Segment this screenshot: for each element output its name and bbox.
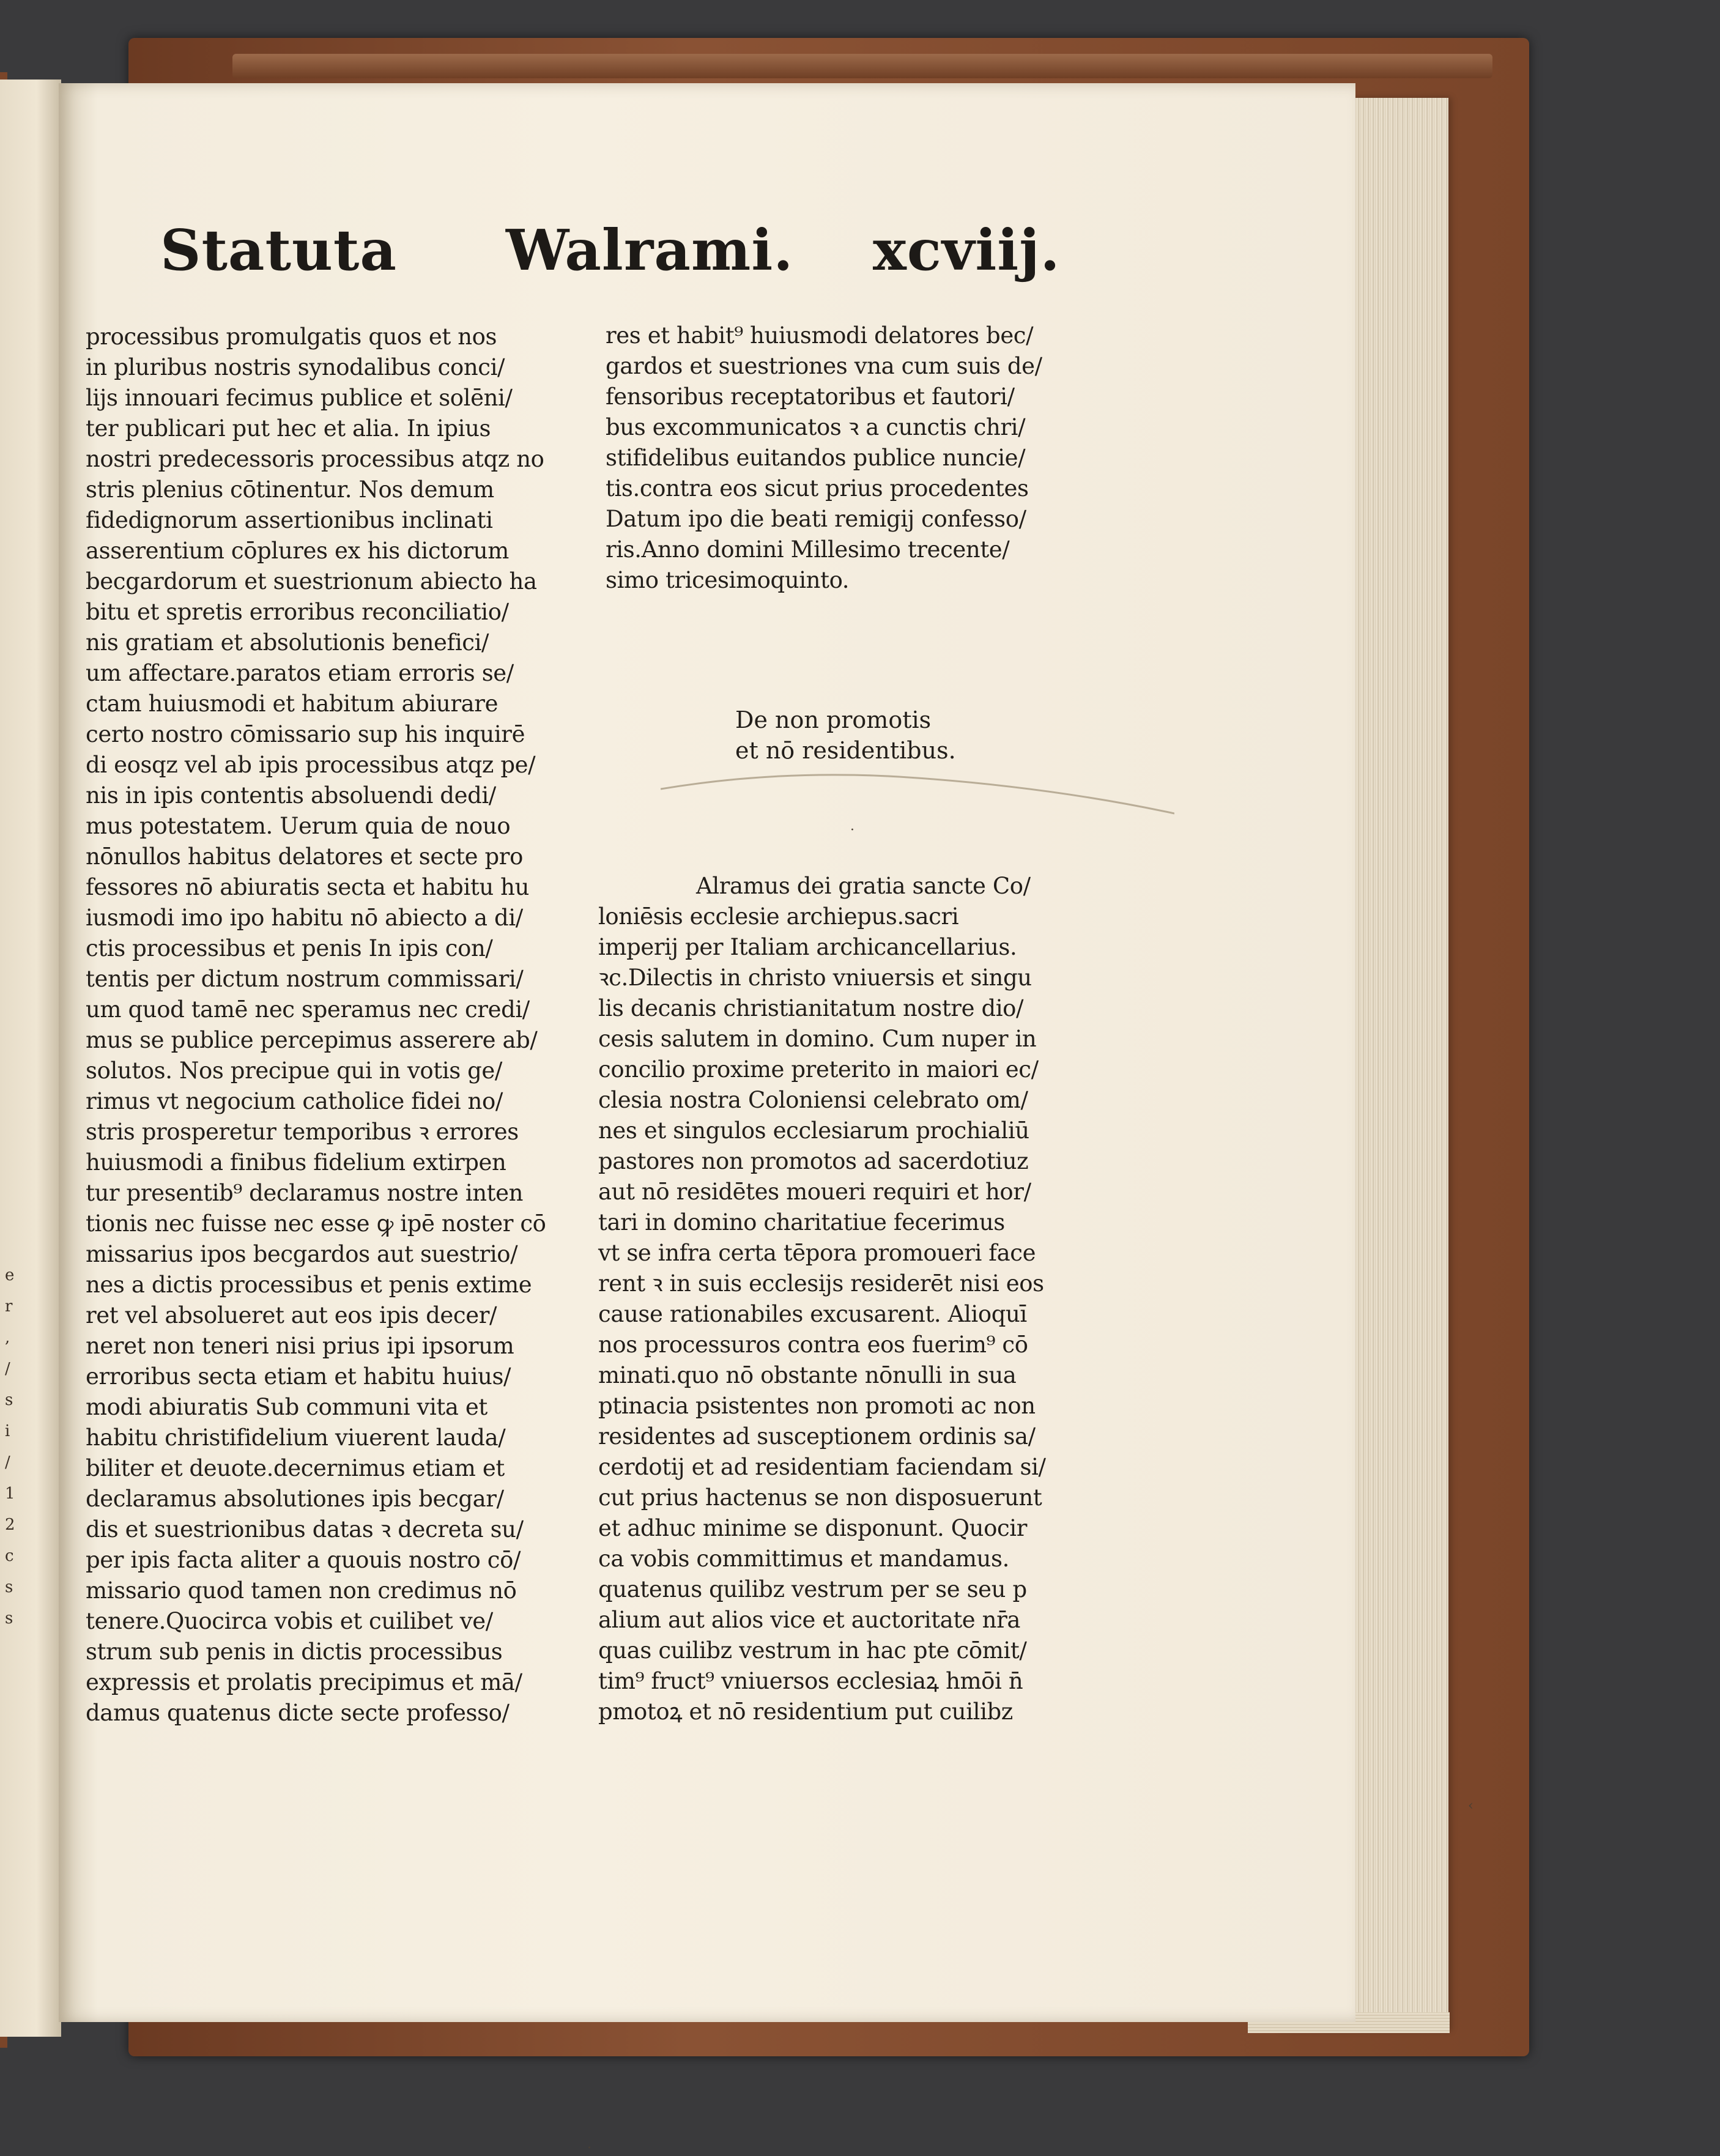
right-text-column-top [606, 320, 1095, 596]
ink-speck: ‹ [1468, 1798, 1473, 1813]
text-line: ris.Anno domini Millesimo trecente/ [606, 536, 1010, 563]
text-line: quas cuilibz vestrum in hac pte cōmit/ [598, 1637, 1027, 1664]
text-line: concilio proxime preterito in maiori ec/ [598, 1056, 1039, 1083]
text-line: erroribus secta etiam et habitu huius/ [86, 1363, 511, 1390]
text-line: gardos et suestriones vna cum suis de/ [606, 353, 1042, 379]
text-line: ctam huiusmodi et habitum abiurare [86, 691, 499, 717]
text-line: fessores nō abiuratis secta et habitu hu [86, 874, 529, 900]
text-line: mus se publice percepimus asserere ab/ [86, 1027, 538, 1053]
text-line: nes et singulos ecclesiarum prochialiū [598, 1117, 1029, 1144]
text-line: missario quod tamen non credimus nō [86, 1577, 517, 1604]
text-line: et adhuc minime se disponunt. Quocir [598, 1515, 1028, 1541]
binding-top-edge [232, 54, 1492, 78]
margin-fragment: i [5, 1422, 10, 1440]
text-line: cerdotij et ad residentiam faciendam si/ [598, 1454, 1046, 1480]
text-line: pastores non promotos ad sacerdotiuz [598, 1148, 1029, 1174]
text-line: residentes ad susceptionem ordinis sa/ [598, 1423, 1036, 1450]
text-line: mus potestatem. Uerum quia de nouo [86, 813, 511, 839]
text-line: ca vobis committimus et mandamus. [598, 1546, 1009, 1572]
text-line: lis decanis christianitatum nostre dio/ [598, 995, 1024, 1021]
text-line: neret non teneri nisi prius ipi ipsorum [86, 1333, 514, 1359]
text-line: becgardorum et suestrionum abiecto ha [86, 568, 537, 595]
text-line: expressis et prolatis precipimus et mā/ [86, 1669, 522, 1695]
header-title-center: Walrami. [506, 217, 794, 283]
text-line: fensoribus receptatoribus et fautori/ [606, 383, 1015, 410]
text-line: stifidelibus euitandos publice nuncie/ [606, 445, 1026, 471]
margin-fragment: c [5, 1547, 14, 1565]
text-line: quatenus quilibz vestrum per se seu p [598, 1576, 1027, 1602]
text-line: tenere.Quocirca vobis et cuilibet ve/ [86, 1608, 493, 1634]
header-title-left: Statuta [160, 217, 398, 283]
text-line: ret vel absolueret aut eos ipis decer/ [86, 1302, 497, 1328]
text-line: damus quatenus dicte secte professo/ [86, 1700, 510, 1726]
margin-fragment: 1 [5, 1484, 15, 1503]
margin-fragment: s [5, 1391, 13, 1409]
text-line: tim⁹ fruct⁹ vniuersos ecclesiaꝝ hmōi n̄ [598, 1668, 1023, 1694]
margin-fragment: s [5, 1609, 13, 1628]
text-line: loniēsis ecclesie archiepus.sacri [598, 903, 959, 930]
margin-fragment: , [5, 1328, 10, 1347]
left-page-edge [0, 80, 61, 2037]
margin-fragment: / [5, 1453, 10, 1472]
text-line: cesis salutem in domino. Cum nuper in [598, 1026, 1037, 1052]
text-line: processibus promulgatis quos et nos [86, 324, 497, 350]
text-line: res et habit⁹ huiusmodi delatores bec/ [606, 322, 1034, 349]
text-line: um affectare.paratos etiam erroris se/ [86, 660, 514, 686]
text-line: strum sub penis in dictis processibus [86, 1639, 503, 1665]
text-line: minati.quo nō obstante nōnulli in sua [598, 1362, 1017, 1388]
text-line: rent ꝛ in suis ecclesijs residerēt nisi eos [598, 1270, 1044, 1297]
text-line: imperij per Italiam archicancellarius. [598, 934, 1017, 960]
text-line: simo tricesimoquinto. [606, 567, 850, 593]
text-line: aut nō residētes moueri requiri et hor/ [598, 1179, 1031, 1205]
text-line: Alramus dei gratia sancte Co/ [696, 873, 1031, 899]
left-page-margin-fragments [5, 1260, 17, 1634]
folio-number: xcviij. [873, 217, 1061, 283]
text-line: in pluribus nostris synodalibus conci/ [86, 354, 505, 380]
text-line: certo nostro cōmissario sup his inquirē [86, 721, 525, 747]
text-line: nos processuros contra eos fuerim⁹ cō [598, 1332, 1028, 1358]
text-line: rimus vt negocium catholice fidei no/ [86, 1088, 503, 1114]
section-heading [735, 705, 1041, 766]
left-text-column [86, 322, 550, 1728]
text-line: et nō residentibus. [735, 737, 956, 764]
text-line: nes a dictis processibus et penis extime [86, 1272, 532, 1298]
text-line: iusmodi imo ipo habitu nō abiecto a di/ [86, 905, 523, 931]
running-header [160, 217, 1078, 297]
text-line: um quod tamē nec speramus nec credi/ [86, 996, 530, 1023]
text-line: bitu et spretis erroribus reconciliatio/ [86, 599, 509, 625]
text-line: tentis per dictum nostrum commissari/ [86, 966, 524, 992]
margin-fragment: s [5, 1578, 13, 1596]
text-line: fidedignorum assertionibus inclinati [86, 507, 493, 533]
text-line: huiusmodi a finibus fidelium extirpen [86, 1149, 506, 1176]
text-line: stris plenius cōtinentur. Nos demum [86, 476, 494, 503]
margin-fragment: 2 [5, 1516, 15, 1534]
text-line: cut prius hactenus se non disposuerunt [598, 1484, 1042, 1511]
text-line: De non promotis [735, 706, 932, 733]
text-line: asserentium cōplures ex his dictorum [86, 538, 509, 564]
text-line: nis in ipis contentis absoluendi dedi/ [86, 782, 496, 809]
text-line: tis.contra eos sicut prius procedentes [606, 475, 1029, 502]
margin-fragment: e [5, 1266, 15, 1284]
text-line: ter publicari put hec et alia. In ipius [86, 415, 491, 442]
text-line: declaramus absolutiones ipis becgar/ [86, 1486, 504, 1512]
text-line: alium aut alios vice et auctoritate nr̄a [598, 1607, 1021, 1633]
text-line: tari in domino charitatiue fecerimus [598, 1209, 1005, 1235]
text-line: vt se infra certa tēpora promoueri face [598, 1240, 1036, 1266]
text-line: bus excommunicatos ꝛ a cunctis chri/ [606, 414, 1026, 440]
text-line: per ipis facta aliter a quouis nostro cō/ [86, 1547, 521, 1573]
text-line: nostri predecessoris processibus atqz no [86, 446, 544, 472]
text-line: ctis processibus et penis In ipis con/ [86, 935, 493, 961]
text-line: pmotoꝝ et nō residentium put cuilibz [598, 1698, 1013, 1725]
text-line: tur presentib⁹ declaramus nostre inten [86, 1180, 524, 1206]
text-line: ptinacia psistentes non promoti ac non [598, 1393, 1036, 1419]
text-line: modi abiuratis Sub communi vita et [86, 1394, 487, 1420]
paper-crease [661, 771, 1174, 820]
text-line: lijs innouari fecimus publice et solēni/ [86, 385, 513, 411]
text-line: di eosqz vel ab ipis processibus atqz pe/ [86, 752, 536, 778]
text-line: habitu christifidelium viuerent lauda/ [86, 1424, 506, 1451]
ink-speck: · [850, 823, 854, 838]
ink-speck: · [587, 2141, 591, 2156]
text-line: ꝛc.Dilectis in christo vniuersis et singu [598, 965, 1032, 991]
text-line: solutos. Nos precipue qui in votis ge/ [86, 1058, 502, 1084]
text-line: nōnullos habitus delatores et secte pro [86, 843, 523, 870]
text-line: clesia nostra Coloniensi celebrato om/ [598, 1087, 1028, 1113]
text-line: Datum ipo die beati remigij confesso/ [606, 506, 1026, 532]
margin-fragment: / [5, 1360, 10, 1378]
text-line: cause rationabiles excusarent. Alioquī [598, 1301, 1027, 1327]
text-line: tionis nec fuisse nec esse ꝙ ipē noster cō [86, 1210, 546, 1237]
text-line: biliter et deuote.decernimus etiam et [86, 1455, 505, 1481]
text-line: nis gratiam et absolutionis benefici/ [86, 629, 489, 656]
text-line: missarius ipos becgardos aut suestrio/ [86, 1241, 518, 1267]
right-text-column-body [598, 871, 1100, 1727]
margin-fragment: r [5, 1297, 13, 1316]
text-line: stris prosperetur temporibus ꝛ errores [86, 1119, 519, 1145]
text-line: dis et suestrionibus datas ꝛ decreta su/ [86, 1516, 524, 1543]
